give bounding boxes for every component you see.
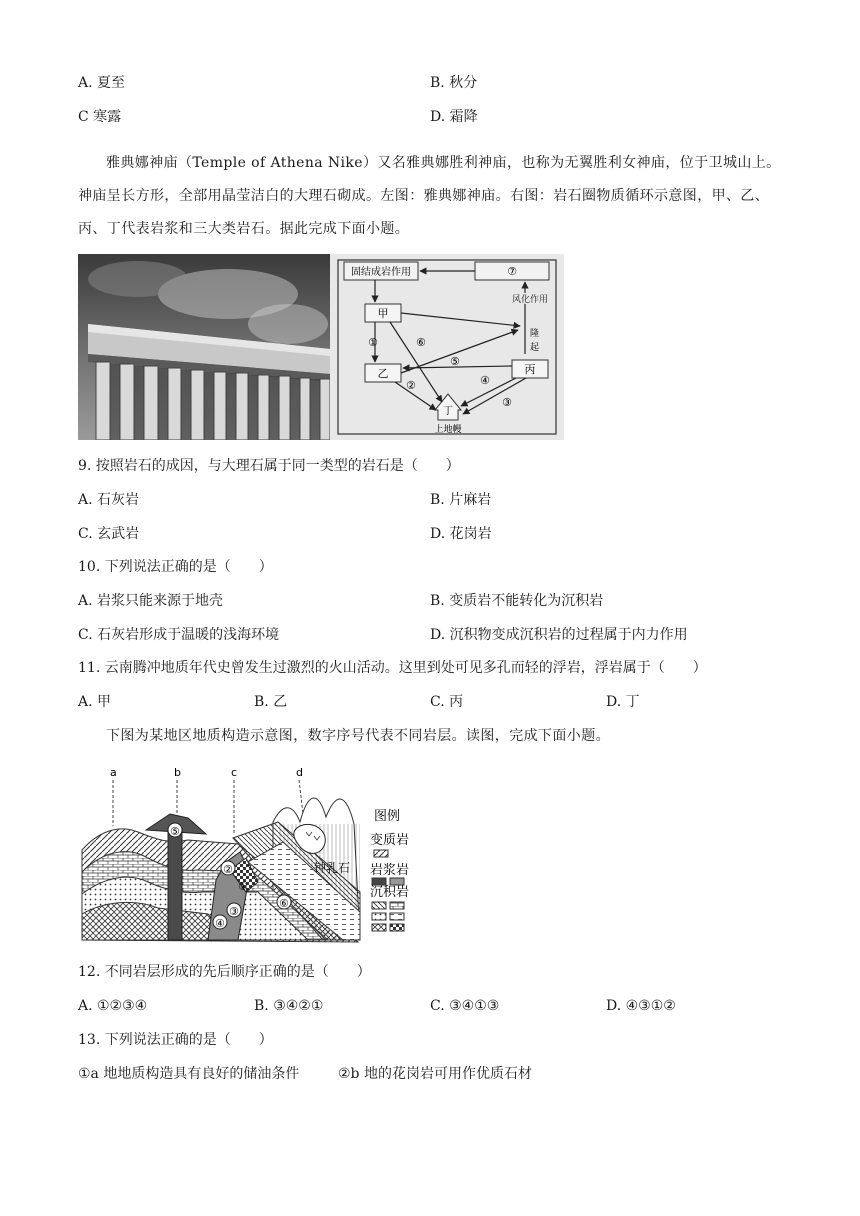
q10-option-d: D. 沉积物变成沉积岩的过程属于内力作用 bbox=[430, 627, 688, 643]
q12-option-b: B. ③④②① bbox=[254, 998, 324, 1014]
passage-geology: 下图为某地区地质构造示意图，数字序号代表不同岩层。读图，完成下面小题。 bbox=[106, 728, 610, 744]
legend-swatch-igneous-2 bbox=[390, 878, 404, 885]
q12-option-c: C. ③④①③ bbox=[430, 998, 500, 1014]
q10-option-c: C. 石灰岩形成于温暖的浅海环境 bbox=[78, 627, 280, 643]
geo-label-c: c bbox=[231, 766, 238, 779]
q9-option-b: B. 片麻岩 bbox=[430, 492, 492, 508]
legend-igneous: 岩浆岩 bbox=[370, 863, 410, 878]
q12-stem: 12. 不同岩层形成的先后顺序正确的是（ ） bbox=[78, 964, 371, 980]
cycle-upper-mantle: 上地幔 bbox=[434, 425, 462, 435]
cycle-yi: 乙 bbox=[377, 367, 389, 380]
q9-option-d: D. 花岗岩 bbox=[430, 526, 492, 542]
legend-swatch-sed-6 bbox=[390, 924, 404, 931]
legend-sedimentary: 沉积岩 bbox=[370, 885, 410, 900]
cycle-n3: ③ bbox=[502, 396, 512, 409]
cycle-bing: 丙 bbox=[524, 363, 536, 376]
legend-swatch-metamorphic bbox=[374, 850, 388, 857]
q9-stem: 9. 按照岩石的成因，与大理石属于同一类型的岩石是（ ） bbox=[78, 458, 460, 474]
q9-option-a: A. 石灰岩 bbox=[78, 492, 140, 508]
q11-option-b: B. 乙 bbox=[254, 694, 288, 710]
legend-swatch-sed-4 bbox=[390, 913, 404, 920]
geo-stalactite: 钟乳石 bbox=[314, 861, 351, 875]
geological-structure-diagram bbox=[78, 762, 416, 944]
cycle-box-7: ⑦ bbox=[507, 265, 517, 278]
cycle-n2: ② bbox=[406, 379, 416, 392]
q10-stem: 10. 下列说法正确的是（ ） bbox=[78, 559, 273, 575]
cycle-weathering: 风化作用 bbox=[511, 295, 549, 305]
legend-swatch-sed-1 bbox=[372, 902, 386, 909]
q13-statement-2: ②b 地的花岗岩可用作优质石材 bbox=[338, 1066, 532, 1082]
geo-n4: ④ bbox=[215, 917, 225, 930]
cycle-n1: ① bbox=[368, 336, 378, 349]
geo-label-d: d bbox=[296, 766, 303, 779]
geo-n6: ⑥ bbox=[279, 897, 289, 910]
q11-option-d: D. 丁 bbox=[606, 694, 640, 710]
temple-photo bbox=[78, 254, 330, 440]
q8-option-a: A. 夏至 bbox=[78, 75, 126, 91]
q11-stem: 11. 云南腾冲地质年代史曾发生过激烈的火山活动。这里到处可见多孔而轻的浮岩，浮岩属于（ ） bbox=[78, 660, 707, 676]
q10-option-b: B. 变质岩不能转化为沉积岩 bbox=[430, 593, 604, 609]
cycle-uplift-1: 隆 bbox=[530, 329, 540, 339]
q8-option-c: C 寒露 bbox=[78, 109, 122, 125]
legend-swatch-sed-5 bbox=[372, 924, 386, 931]
cycle-ding: 丁 bbox=[443, 406, 453, 417]
cycle-jia: 甲 bbox=[377, 307, 389, 320]
geo-label-a: a bbox=[110, 766, 117, 779]
cycle-n4: ④ bbox=[480, 374, 490, 387]
q13-stem: 13. 下列说法正确的是（ ） bbox=[78, 1032, 273, 1048]
rock-cycle-diagram bbox=[330, 254, 564, 440]
legend-title: 图例 bbox=[374, 809, 401, 824]
q8-option-b: B. 秋分 bbox=[430, 75, 478, 91]
geo-label-b: b bbox=[174, 766, 181, 779]
legend-swatch-sed-3 bbox=[372, 913, 386, 920]
q12-option-d: D. ④③①② bbox=[606, 998, 676, 1014]
q11-option-c: C. 丙 bbox=[430, 694, 464, 710]
passage-athena: 雅典娜神庙（Temple of Athena Nike）又名雅典娜胜利神庙，也称为无翼胜利女神庙，位于卫城山上。神庙呈长方形，全部用晶莹洁白的大理石砌成。左图：雅典娜神庙。右图：岩石圈物质循环示意图，甲、乙、丙、丁代表岩浆和三大类岩石。据此完成下面小题。 bbox=[78, 155, 781, 237]
legend-swatch-sed-2 bbox=[390, 902, 404, 909]
geo-n2: ② bbox=[223, 863, 233, 876]
q8-option-d: D. 霜降 bbox=[430, 109, 478, 125]
geo-n3: ③ bbox=[229, 905, 239, 918]
q9-option-c: C. 玄武岩 bbox=[78, 526, 140, 542]
legend-metamorphic: 变质岩 bbox=[370, 833, 410, 848]
cycle-uplift-2: 起 bbox=[530, 343, 540, 353]
q13-statement-1: ①a 地地质构造具有良好的储油条件 bbox=[78, 1066, 300, 1082]
geo-n1: ① bbox=[238, 880, 248, 893]
cycle-n6: ⑥ bbox=[416, 336, 426, 349]
cycle-n5: ⑤ bbox=[450, 355, 460, 368]
q12-option-a: A. ①②③④ bbox=[78, 998, 148, 1014]
legend-swatch-igneous-1 bbox=[372, 878, 386, 885]
cycle-box-consolidation: 固结成岩作用 bbox=[351, 267, 411, 278]
q11-option-a: A. 甲 bbox=[78, 694, 112, 710]
q10-option-a: A. 岩浆只能来源于地壳 bbox=[78, 593, 224, 609]
geo-n5: ⑤ bbox=[170, 825, 180, 838]
